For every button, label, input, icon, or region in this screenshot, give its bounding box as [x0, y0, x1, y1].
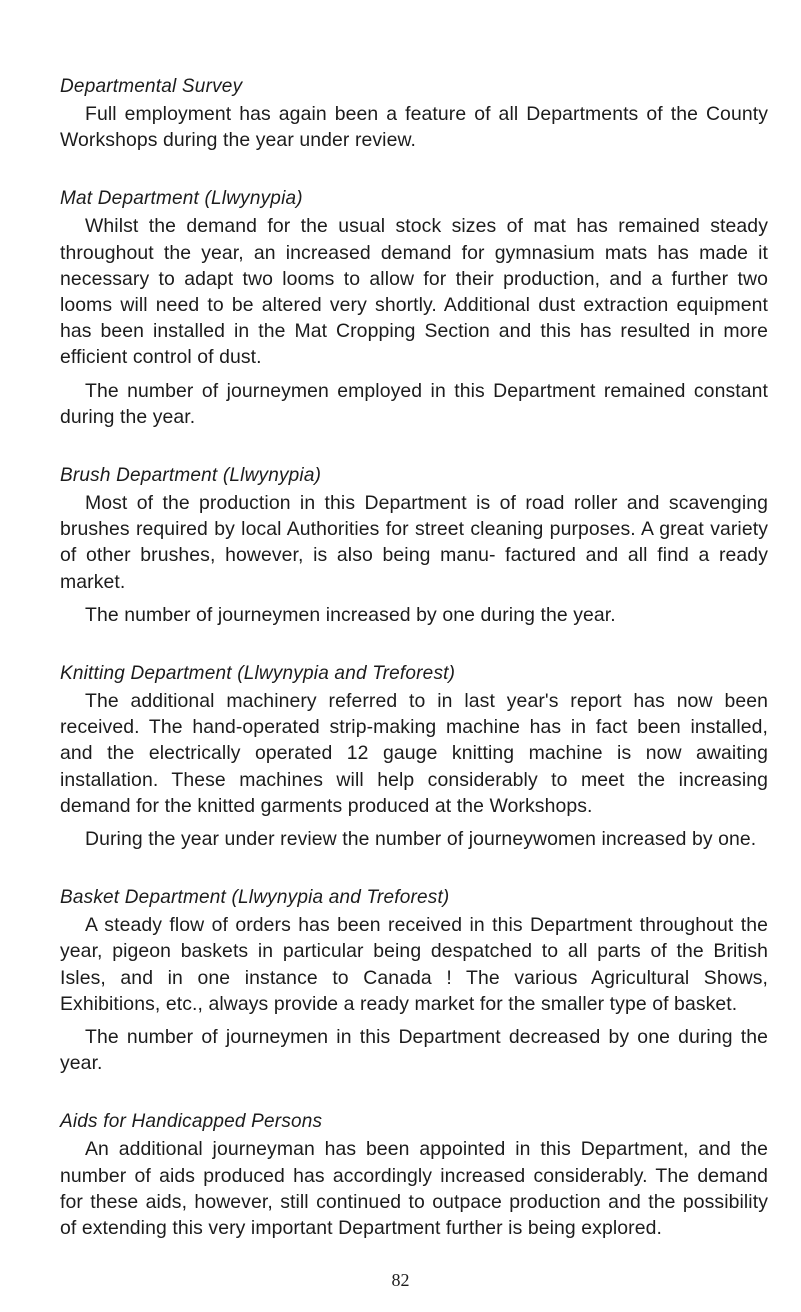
paragraph: A steady flow of orders has been received in this Department throughout the year, pigeon baskets in particular being despatched to all parts of the British Isles, and in one instance to Canada ! The various Agricultural Shows, Exhibitions, etc., always provide a ready market for the smaller type of basket. [60, 914, 768, 1015]
document-body [60, 74, 768, 1274]
paragraph: The number of journeymen increased by one during the year. [85, 603, 616, 626]
section-mat-department [60, 186, 768, 430]
paragraph: The additional machinery referred to in last year's report has now been received. The hand-operated strip-making machine has in fact been installed, and the electrically operated 12 gauge knitting machine is now awaiting installation. These machines will help considerably to meet the increasing demand for the knitted garments produced at the Workshops. [60, 690, 768, 817]
paragraph: Most of the production in this Department is of road roller and scavenging brushes required by local Authorities for street cleaning purposes. A great variety of other brushes, however, is also being manu- factured and all find a ready market. [60, 492, 768, 593]
section-heading: Brush Department (Llwynypia) [60, 465, 322, 487]
section-heading: Departmental Survey [60, 76, 243, 97]
section-heading: Basket Department (Llwynypia and Treforest) [60, 887, 450, 909]
paragraph: During the year under review the number of journeywomen increased by one. [85, 828, 757, 851]
section-heading: Knitting Department (Llwynypia and Treforest) [60, 663, 456, 685]
paragraph: Whilst the demand for the usual stock sizes of mat has remained steady throughout the year, an increased demand for gymnasium mats has made it necessary to adapt two looms to allow for their production, and a further two looms will need to be altered very shortly. Additional dust extraction equipment has been installed in the Mat Cropping Section and this has resulted in more efficient control of dust. [60, 215, 768, 369]
section-aids-handicapped [60, 1109, 768, 1241]
section-knitting-department [60, 661, 768, 852]
section-heading: Mat Department (Llwynypia) [60, 188, 303, 210]
page-number: 82 [391, 1270, 410, 1290]
paragraph: An additional journeyman has been appointed in this Department, and the number of aids produced has accordingly increased considerably. The demand for these aids, however, still continued to outpace production and the possibility of extending this very important Department further is being explored. [60, 1138, 768, 1240]
section-departmental-survey [60, 74, 768, 153]
section-brush-department [60, 463, 768, 628]
paragraph: The number of journeymen in this Department decreased by one during the year. [60, 1026, 768, 1075]
section-basket-department [60, 885, 768, 1076]
section-heading: Aids for Handicapped Persons [60, 1111, 323, 1133]
paragraph: Full employment has again been a feature of all Departments of the County Workshops during the year under review. [60, 103, 768, 152]
paragraph: The number of journeymen employed in this Department remained constant during the year. [60, 379, 768, 428]
